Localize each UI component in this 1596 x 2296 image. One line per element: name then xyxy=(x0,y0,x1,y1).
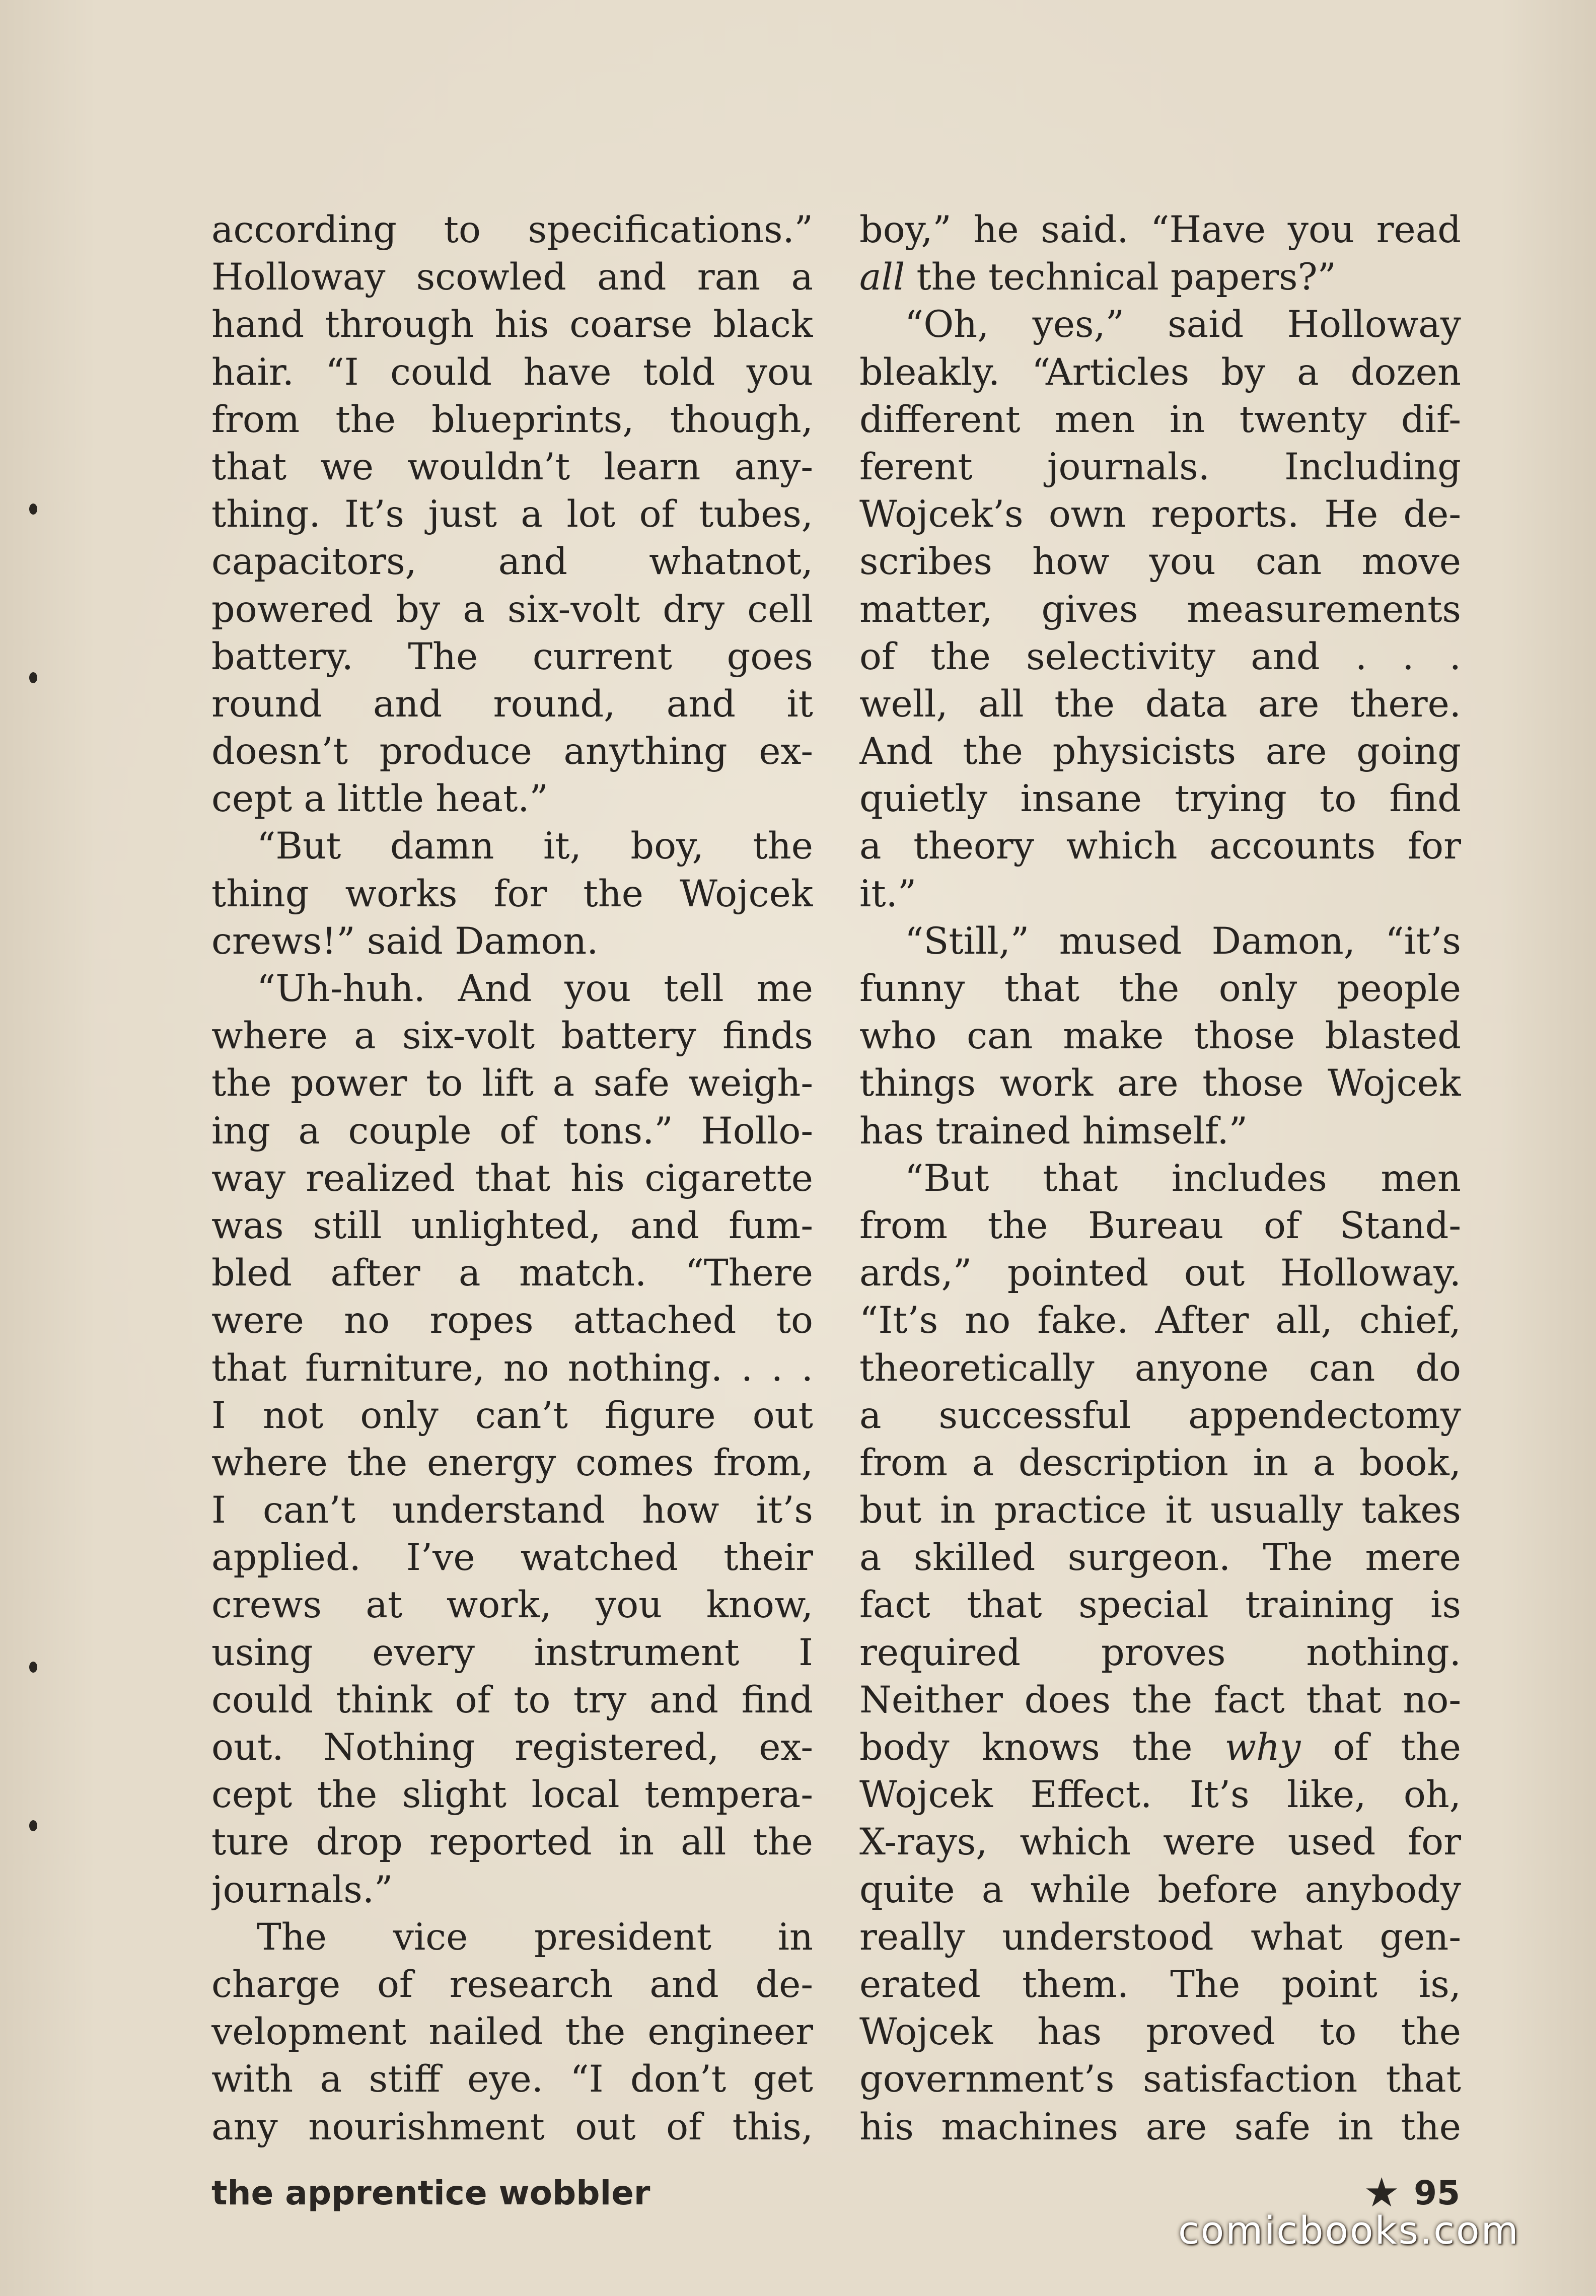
binding-hole xyxy=(29,1662,37,1673)
text-line: thing. It’s just a lot of tubes, xyxy=(211,493,813,536)
text-line: Holloway scowled and ran a xyxy=(211,256,813,299)
text-line: where a six-volt battery finds xyxy=(211,1015,813,1058)
text-line: where the energy comes from, xyxy=(211,1441,813,1484)
text-line: Neither does the fact that no- xyxy=(859,1678,1461,1721)
text-line: has trained himself.” xyxy=(859,1109,1248,1153)
text-line: powered by a six-volt dry cell xyxy=(211,588,813,631)
text-line: hand through his coarse black xyxy=(211,303,813,346)
folio xyxy=(1363,2169,1460,2216)
text-line: erated them. The point is, xyxy=(859,1963,1461,2006)
text-line: a successful appendectomy xyxy=(859,1394,1461,1437)
text-line: I can’t understand how it’s xyxy=(211,1489,813,1532)
text-line: “It’s no fake. After all, chief, xyxy=(859,1299,1461,1342)
text-line: ture drop reported in all the xyxy=(211,1821,813,1864)
text-line: but in practice it usually takes xyxy=(859,1489,1461,1532)
text-line: with a stiff eye. “I don’t get xyxy=(211,2058,813,2101)
text-line: “Uh-huh. And you tell me xyxy=(257,967,813,1010)
text-line: really understood what gen- xyxy=(859,1915,1461,1959)
text-line: bled after a match. “There xyxy=(211,1252,813,1295)
text-line: bleakly. “Articles by a dozen xyxy=(859,350,1461,394)
text-line: any nourishment out of this, xyxy=(211,2105,813,2148)
text-line: And the physicists are going xyxy=(859,730,1461,773)
text-line: “But that includes men xyxy=(905,1157,1461,1200)
text-line: government’s satisfaction that xyxy=(859,2058,1461,2101)
text-line: journals.” xyxy=(211,1868,393,1911)
text-line: his machines are safe in the xyxy=(859,2105,1461,2148)
binding-hole xyxy=(29,672,37,683)
watermark: comicbooks.com xyxy=(1178,2208,1520,2253)
text-line: theoretically anyone can do xyxy=(859,1346,1461,1390)
text-line: matter, gives measurements xyxy=(859,588,1461,631)
text-line: battery. The current goes xyxy=(211,635,813,678)
right-text-column xyxy=(859,206,1461,2148)
text-line: that furniture, no nothing. . . . xyxy=(211,1346,813,1390)
text-line: of the selectivity and . . . xyxy=(859,635,1461,678)
text-line: well, all the data are there. xyxy=(859,682,1461,726)
binding-hole xyxy=(29,1820,37,1831)
text-line: Wojcek’s own reports. He de- xyxy=(859,493,1461,536)
binding-hole xyxy=(29,504,37,515)
text-line: Wojcek Effect. It’s like, oh, xyxy=(859,1773,1461,1817)
text-line: applied. I’ve watched their xyxy=(211,1536,813,1580)
text-line: capacitors, and whatnot, xyxy=(211,540,813,584)
text-line: quite a while before anybody xyxy=(859,1868,1461,1911)
text-line: quietly insane trying to find xyxy=(859,777,1461,821)
text-line: it.” xyxy=(859,872,917,915)
text-line: velopment nailed the engineer xyxy=(211,2011,813,2054)
text-line: doesn’t produce anything ex- xyxy=(211,730,813,773)
text-line: using every instrument I xyxy=(211,1631,813,1674)
text-line: funny that the only people xyxy=(859,967,1461,1010)
text-line: required proves nothing. xyxy=(859,1631,1461,1674)
text-line: way realized that his cigarette xyxy=(211,1157,813,1200)
text-line: from the Bureau of Stand- xyxy=(859,1204,1461,1247)
text-line: round and round, and it xyxy=(211,682,813,726)
text-line: a skilled surgeon. The mere xyxy=(859,1536,1461,1580)
emphasis: why xyxy=(1224,1726,1301,1769)
text-line: fact that special training is xyxy=(859,1584,1461,1627)
text-line: charge of research and de- xyxy=(211,1963,813,2006)
left-text-column xyxy=(211,206,813,2148)
text-line: “Oh, yes,” said Holloway xyxy=(905,303,1461,346)
text-line: all the technical papers?” xyxy=(859,256,1336,299)
text-line: different men in twenty dif- xyxy=(859,398,1461,441)
text-line: body knows the why of the xyxy=(859,1726,1461,1769)
text-line: a theory which accounts for xyxy=(859,825,1461,868)
text-line: thing works for the Wojcek xyxy=(211,872,813,915)
text-line: “Still,” mused Damon, “it’s xyxy=(905,919,1461,963)
star-icon: ★ xyxy=(1363,2169,1400,2216)
text-line: cept a little heat.” xyxy=(211,777,548,821)
text-line: hair. “I could have told you xyxy=(211,350,813,394)
text-line: scribes how you can move xyxy=(859,540,1461,584)
text-line: from a description in a book, xyxy=(859,1441,1461,1484)
text-line: I not only can’t figure out xyxy=(211,1394,813,1437)
text-line: ing a couple of tons.” Hollo- xyxy=(211,1109,813,1153)
text-line: things work are those Wojcek xyxy=(859,1062,1461,1105)
text-line: that we wouldn’t learn any- xyxy=(211,445,813,488)
text-line: from the blueprints, though, xyxy=(211,398,813,441)
text-line: were no ropes attached to xyxy=(211,1299,813,1342)
text-line: was still unlighted, and fum- xyxy=(211,1204,813,1247)
text-line: The vice president in xyxy=(257,1915,813,1959)
page-number: 95 xyxy=(1414,2173,1460,2212)
text-line: out. Nothing registered, ex- xyxy=(211,1726,813,1769)
text-line: crews at work, you know, xyxy=(211,1584,813,1627)
text-line: according to specifications.” xyxy=(211,208,813,251)
text-line: boy,” he said. “Have you read xyxy=(859,208,1461,251)
text-line: the power to lift a safe weigh- xyxy=(211,1062,813,1105)
text-line: Wojcek has proved to the xyxy=(859,2011,1461,2054)
emphasis: all xyxy=(859,256,905,299)
text-line: ards,” pointed out Holloway. xyxy=(859,1252,1461,1295)
text-line: “But damn it, boy, the xyxy=(257,825,813,868)
running-title: the apprentice wobbler xyxy=(211,2173,650,2212)
text-line: X-rays, which were used for xyxy=(859,1821,1461,1864)
text-line: cept the slight local tempera- xyxy=(211,1773,813,1817)
text-line: ferent journals. Including xyxy=(859,445,1461,488)
text-line: could think of to try and find xyxy=(211,1678,813,1721)
text-line: crews!” said Damon. xyxy=(211,919,599,963)
text-line: who can make those blasted xyxy=(859,1015,1461,1058)
